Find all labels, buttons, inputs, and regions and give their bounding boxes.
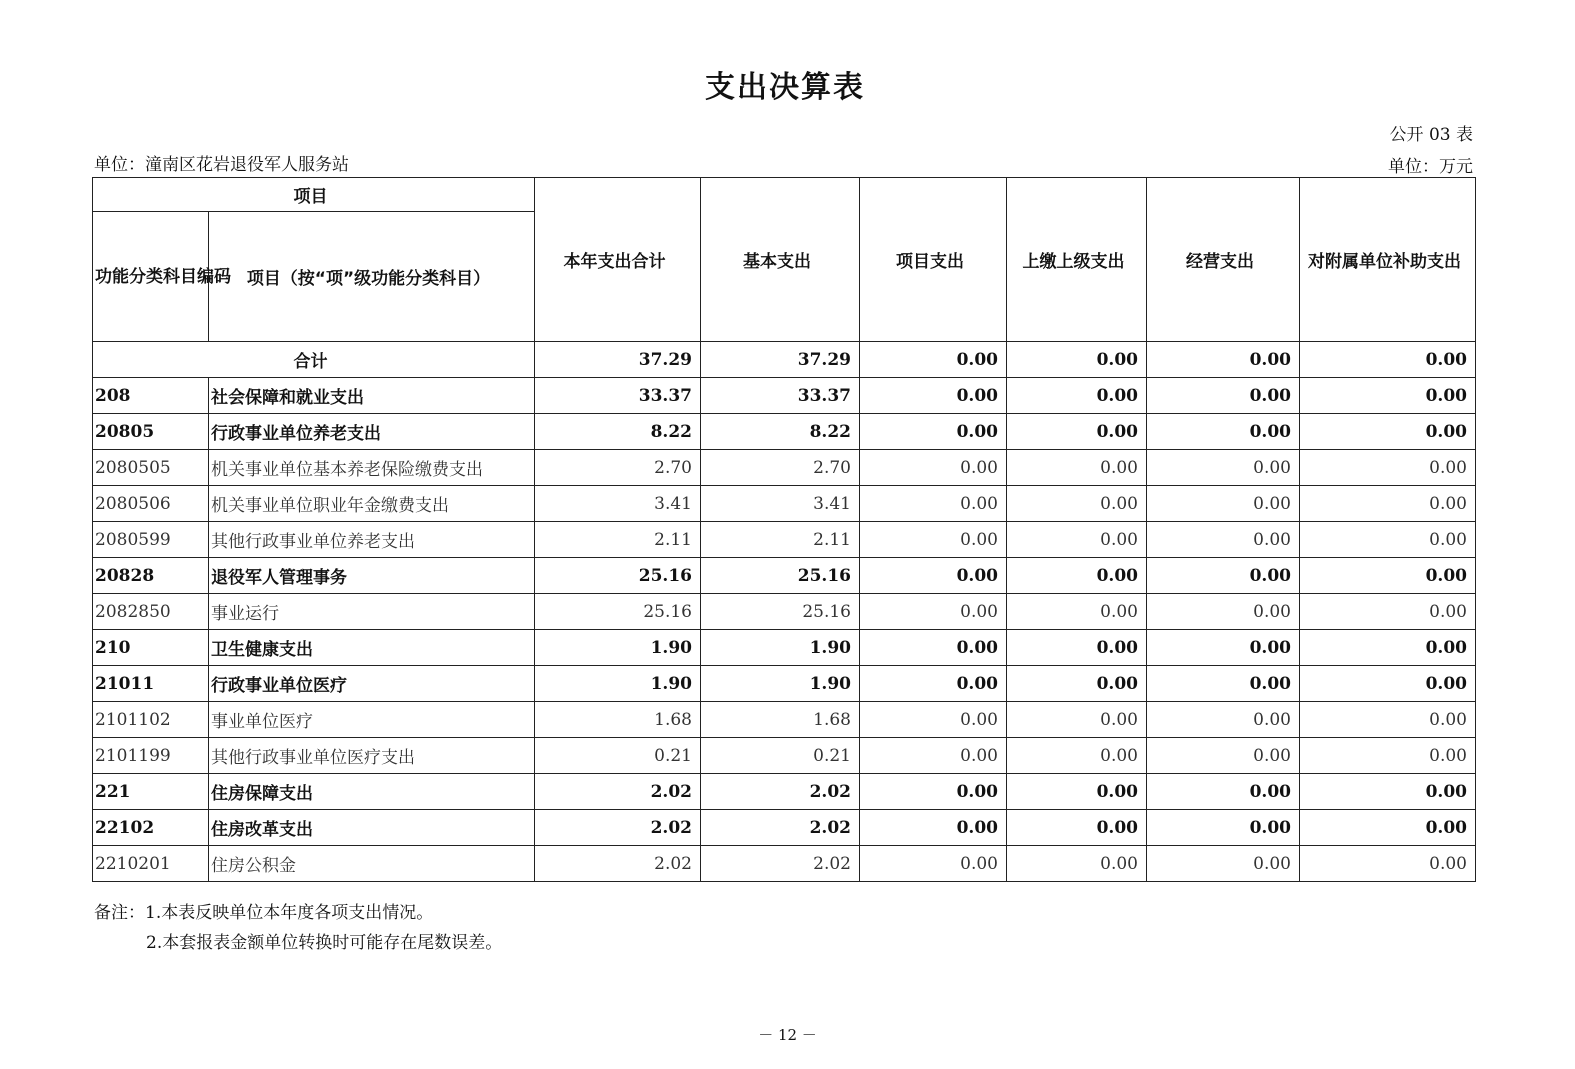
cell-basic: 2.02 [701,846,860,882]
cell-name: 事业运行 [209,594,535,630]
cell-code: 20805 [93,414,209,450]
cell-business: 0.00 [1147,522,1300,558]
cell-business: 0.00 [1147,774,1300,810]
cell-project-exp: 0.00 [860,666,1007,702]
cell-total: 3.41 [535,486,701,522]
cell-upper: 0.00 [1007,450,1147,486]
cell-basic: 3.41 [701,486,860,522]
cell-code: 221 [93,774,209,810]
cell-project-exp: 0.00 [860,378,1007,414]
cell-total: 2.02 [535,846,701,882]
header-subsidy: 对附属单位补助支出 [1300,178,1476,342]
cell-name: 卫生健康支出 [209,630,535,666]
cell-code: 208 [93,378,209,414]
cell-basic: 2.11 [701,522,860,558]
cell-subsidy: 0.00 [1300,702,1476,738]
cell-basic: 1.90 [701,630,860,666]
cell-code: 2101102 [93,702,209,738]
cell-upper: 0.00 [1007,414,1147,450]
cell-total: 2.11 [535,522,701,558]
cell-basic: 25.16 [701,594,860,630]
cell-project-exp: 0.00 [860,414,1007,450]
total-row [93,342,1476,378]
cell-business: 0.00 [1147,666,1300,702]
cell-name: 其他行政事业单位养老支出 [209,522,535,558]
cell-code: 2080505 [93,450,209,486]
notes [94,898,502,958]
cell-upper: 0.00 [1007,738,1147,774]
cell-subsidy: 0.00 [1300,414,1476,450]
cell-name: 退役军人管理事务 [209,558,535,594]
cell-project-exp: 0.00 [860,522,1007,558]
cell-business: 0.00 [1147,702,1300,738]
cell-business: 0.00 [1147,378,1300,414]
cell-code: 20828 [93,558,209,594]
header-business: 经营支出 [1147,178,1300,342]
cell-total: 2.02 [535,774,701,810]
cell-subsidy: 0.00 [1300,522,1476,558]
table-row [93,774,1476,810]
table-row [93,486,1476,522]
cell-project-exp: 0.00 [860,558,1007,594]
cell-total: 1.68 [535,702,701,738]
total-cell-upper: 0.00 [1007,342,1147,378]
table-row [93,558,1476,594]
table-row [93,378,1476,414]
cell-code: 21011 [93,666,209,702]
cell-upper: 0.00 [1007,378,1147,414]
page-number: － 12 － [758,1026,817,1044]
cell-name: 住房公积金 [209,846,535,882]
cell-basic: 8.22 [701,414,860,450]
total-cell-project: 0.00 [860,342,1007,378]
cell-business: 0.00 [1147,486,1300,522]
table-row [93,450,1476,486]
cell-upper: 0.00 [1007,594,1147,630]
table-row [93,738,1476,774]
cell-total: 8.22 [535,414,701,450]
cell-name: 社会保障和就业支出 [209,378,535,414]
header-upper-level: 上缴上级支出 [1007,178,1147,342]
header-code: 功能分类科目编码 [93,212,209,342]
cell-basic: 0.21 [701,738,860,774]
cell-business: 0.00 [1147,846,1300,882]
cell-subsidy: 0.00 [1300,450,1476,486]
cell-basic: 2.02 [701,774,860,810]
cell-upper: 0.00 [1007,630,1147,666]
form-number: 公开 03 表 [1389,125,1473,145]
cell-basic: 33.37 [701,378,860,414]
cell-subsidy: 0.00 [1300,666,1476,702]
cell-business: 0.00 [1147,594,1300,630]
table-row [93,630,1476,666]
cell-code: 2101199 [93,738,209,774]
table-row [93,702,1476,738]
page-title: 支出决算表 [705,70,865,105]
cell-name: 行政事业单位养老支出 [209,414,535,450]
cell-business: 0.00 [1147,630,1300,666]
cell-subsidy: 0.00 [1300,774,1476,810]
expenditure-table [92,177,1476,882]
cell-business: 0.00 [1147,414,1300,450]
cell-total: 33.37 [535,378,701,414]
cell-total: 25.16 [535,594,701,630]
cell-project-exp: 0.00 [860,738,1007,774]
cell-project-exp: 0.00 [860,486,1007,522]
total-cell-subsidy: 0.00 [1300,342,1476,378]
cell-total: 2.70 [535,450,701,486]
cell-basic: 25.16 [701,558,860,594]
table-row [93,846,1476,882]
cell-code: 22102 [93,810,209,846]
table-row [93,666,1476,702]
cell-upper: 0.00 [1007,846,1147,882]
unit-organization: 单位：潼南区花岩退役军人服务站 [94,155,349,175]
cell-project-exp: 0.00 [860,846,1007,882]
cell-basic: 1.90 [701,666,860,702]
cell-project-exp: 0.00 [860,594,1007,630]
header-total: 本年支出合计 [535,178,701,342]
cell-upper: 0.00 [1007,558,1147,594]
table-row [93,594,1476,630]
cell-code: 210 [93,630,209,666]
total-label: 合计 [93,342,535,378]
cell-project-exp: 0.00 [860,630,1007,666]
cell-subsidy: 0.00 [1300,486,1476,522]
cell-total: 1.90 [535,630,701,666]
cell-upper: 0.00 [1007,702,1147,738]
header-project: 项目 [93,178,535,212]
cell-total: 2.02 [535,810,701,846]
cell-name: 住房改革支出 [209,810,535,846]
cell-code: 2082850 [93,594,209,630]
cell-code: 2080599 [93,522,209,558]
cell-upper: 0.00 [1007,810,1147,846]
cell-business: 0.00 [1147,558,1300,594]
cell-business: 0.00 [1147,738,1300,774]
table-row [93,810,1476,846]
cell-subsidy: 0.00 [1300,594,1476,630]
cell-upper: 0.00 [1007,486,1147,522]
cell-total: 25.16 [535,558,701,594]
cell-business: 0.00 [1147,450,1300,486]
cell-subsidy: 0.00 [1300,378,1476,414]
unit-currency: 单位：万元 [1388,157,1473,177]
cell-project-exp: 0.00 [860,450,1007,486]
cell-upper: 0.00 [1007,666,1147,702]
cell-name: 其他行政事业单位医疗支出 [209,738,535,774]
header-name: 项目（按“项”级功能分类科目） [209,212,535,342]
cell-name: 住房保障支出 [209,774,535,810]
cell-subsidy: 0.00 [1300,630,1476,666]
cell-name: 机关事业单位基本养老保险缴费支出 [209,450,535,486]
header-project-expenditure: 项目支出 [860,178,1007,342]
note-line-1: 备注：1.本表反映单位本年度各项支出情况。 [94,903,434,923]
cell-total: 0.21 [535,738,701,774]
cell-name: 机关事业单位职业年金缴费支出 [209,486,535,522]
total-cell-business: 0.00 [1147,342,1300,378]
cell-upper: 0.00 [1007,522,1147,558]
cell-project-exp: 0.00 [860,810,1007,846]
note-line-2: 2.本套报表金额单位转换时可能存在尾数误差。 [146,933,503,953]
table-row [93,414,1476,450]
cell-name: 行政事业单位医疗 [209,666,535,702]
header-basic: 基本支出 [701,178,860,342]
cell-subsidy: 0.00 [1300,810,1476,846]
cell-subsidy: 0.00 [1300,558,1476,594]
cell-subsidy: 0.00 [1300,846,1476,882]
cell-code: 2210201 [93,846,209,882]
total-cell-total: 37.29 [535,342,701,378]
cell-total: 1.90 [535,666,701,702]
cell-project-exp: 0.00 [860,774,1007,810]
cell-name: 事业单位医疗 [209,702,535,738]
cell-project-exp: 0.00 [860,702,1007,738]
total-cell-basic: 37.29 [701,342,860,378]
cell-upper: 0.00 [1007,774,1147,810]
cell-basic: 2.70 [701,450,860,486]
table-row [93,522,1476,558]
cell-basic: 1.68 [701,702,860,738]
cell-code: 2080506 [93,486,209,522]
cell-business: 0.00 [1147,810,1300,846]
cell-subsidy: 0.00 [1300,738,1476,774]
cell-basic: 2.02 [701,810,860,846]
